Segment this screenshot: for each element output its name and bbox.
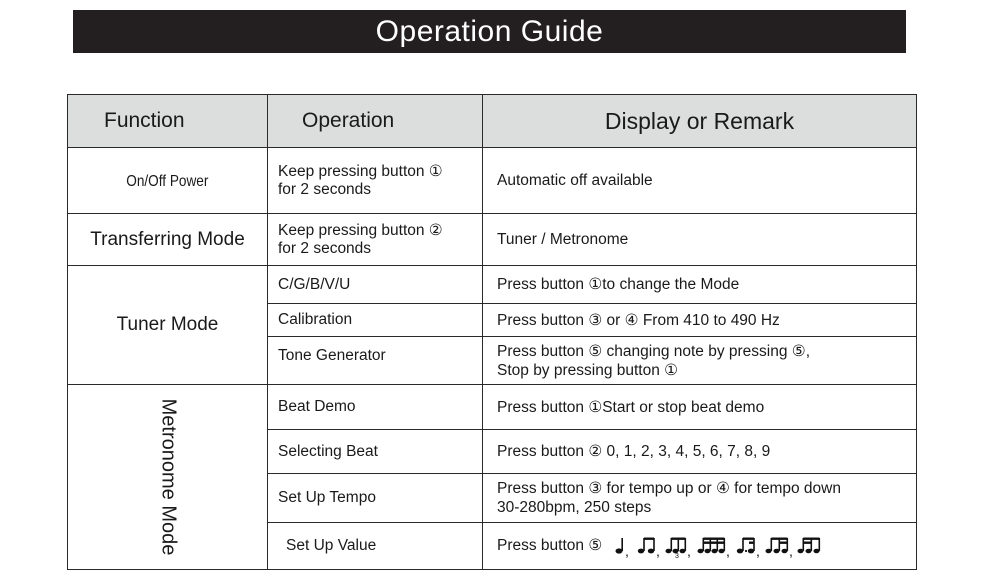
dotted-eighth-sixteenth-icon	[736, 538, 759, 559]
page-title: Operation Guide	[73, 10, 906, 53]
note-values-icon-group	[613, 534, 831, 558]
remark-cell	[483, 337, 917, 385]
operation-cell: Calibration	[268, 304, 483, 337]
eighth-notes-icon	[637, 538, 659, 559]
svg-text:,: ,	[624, 543, 629, 558]
operation-text: Keep pressing button ②	[278, 221, 443, 239]
operation-cell: Tone Generator	[268, 337, 483, 385]
remark-cell: Automatic off available	[483, 148, 917, 214]
remark-cell	[483, 523, 917, 570]
svg-text:,: ,	[788, 543, 793, 558]
operation-cell: Beat Demo	[268, 385, 483, 430]
function-label: Metronome Mode	[157, 398, 179, 556]
function-label: Tuner Mode	[68, 266, 268, 385]
remark-cell: Tuner / Metronome	[483, 214, 917, 266]
operation-cell: Set Up Value	[268, 523, 483, 570]
table-header-row	[68, 95, 917, 148]
table-row	[68, 148, 917, 214]
operation-cell	[268, 214, 483, 266]
table-row	[68, 214, 917, 266]
svg-text:,: ,	[686, 543, 691, 558]
operation-cell: Set Up Tempo	[268, 474, 483, 523]
function-cell	[68, 148, 268, 214]
two-sixteenth-eighth-icon	[797, 538, 819, 554]
remark-cell: Press button ①Start or stop beat demo	[483, 385, 917, 430]
remark-cell: Press button ①to change the Mode	[483, 266, 917, 304]
svg-text:3: 3	[674, 553, 679, 558]
sixteenth-notes-icon	[697, 538, 729, 559]
operation-table	[67, 94, 917, 570]
remark-text: 30-280bpm, 250 steps	[497, 499, 652, 516]
remark-cell	[483, 474, 917, 523]
header-remark: Display or Remark	[483, 95, 917, 148]
triplet-icon	[665, 538, 690, 559]
note-values-icons	[613, 534, 831, 558]
operation-cell: C/G/B/V/U	[268, 266, 483, 304]
remark-text: Press button ③ for tempo up or ④ for tempo down	[497, 480, 841, 497]
remark-text: Press button ⑤	[497, 537, 603, 555]
remark-cell: Press button ③ or ④ From 410 to 490 Hz	[483, 304, 917, 337]
remark-text: Stop by pressing button ①	[497, 361, 679, 379]
eighth-two-sixteenth-icon	[765, 538, 792, 559]
svg-text:,: ,	[755, 543, 760, 558]
function-label: Transferring Mode	[68, 214, 268, 266]
remark-cell: Press button ② 0, 1, 2, 3, 4, 5, 6, 7, 8, 9	[483, 430, 917, 474]
operation-text: Keep pressing button ①	[278, 162, 443, 180]
table-row	[68, 266, 917, 304]
quarter-note-icon	[615, 538, 628, 558]
operation-text: for 2 seconds	[278, 239, 372, 257]
operation-cell: Selecting Beat	[268, 430, 483, 474]
svg-text:,: ,	[725, 543, 730, 558]
remark-text: Press button ⑤ changing note by pressing ⑤,	[497, 342, 810, 360]
operation-cell	[268, 148, 483, 214]
svg-text:,: ,	[655, 543, 660, 558]
table-row	[68, 385, 917, 430]
header-operation: Operation	[268, 95, 483, 148]
header-function: Function	[68, 95, 268, 148]
operation-text: for 2 seconds	[278, 180, 372, 198]
function-cell	[68, 385, 268, 570]
function-label: On/Off Power	[126, 173, 209, 190]
